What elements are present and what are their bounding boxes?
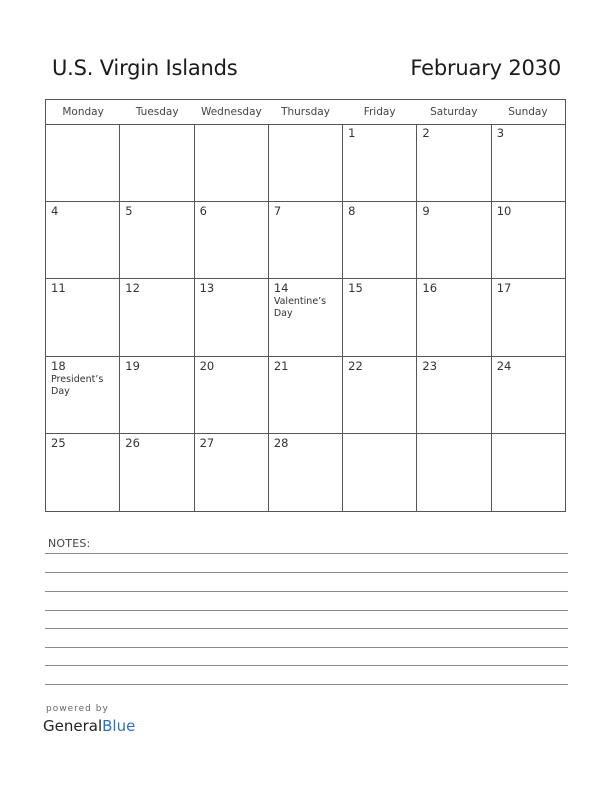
day-number: 14 — [273, 281, 289, 296]
day-number: 8 — [348, 203, 356, 218]
day-cell — [492, 202, 565, 279]
note-line — [45, 591, 568, 592]
day-cell — [417, 202, 491, 279]
note-line — [45, 647, 568, 648]
day-cell — [269, 357, 343, 434]
day-number: 24 — [496, 358, 512, 373]
day-cell — [492, 124, 565, 201]
day-number: 10 — [496, 203, 512, 218]
day-number: 23 — [422, 358, 438, 373]
day-cell — [46, 357, 120, 434]
note-line — [45, 553, 568, 554]
weekday-header-tuesday: Tuesday — [135, 106, 179, 118]
day-number: 15 — [348, 281, 363, 296]
day-number: 18 — [51, 358, 66, 373]
calendar-weeks — [46, 124, 565, 511]
notes-label: NOTES: — [48, 537, 91, 550]
day-cell — [195, 357, 269, 434]
week-row — [46, 124, 565, 202]
calendar-grid — [45, 99, 566, 512]
day-cell — [195, 124, 269, 201]
day-cell — [492, 434, 565, 512]
day-cell — [343, 357, 417, 434]
note-line — [45, 572, 568, 573]
day-cell — [492, 279, 565, 356]
weekday-header-thursday: Thursday — [281, 106, 330, 118]
note-line — [45, 684, 568, 685]
day-number: 11 — [51, 281, 66, 296]
day-cell — [195, 279, 269, 356]
day-cell — [269, 279, 343, 356]
weekday-header-friday: Friday — [363, 106, 396, 118]
day-number: 25 — [51, 436, 66, 451]
weekday-header-sunday: Sunday — [508, 106, 548, 118]
weekday-header-row — [46, 100, 565, 125]
day-cell — [417, 434, 491, 512]
week-row — [46, 202, 565, 280]
week-row — [46, 357, 565, 435]
calendar-country-title: U.S. Virgin Islands — [52, 56, 238, 80]
day-cell — [46, 124, 120, 201]
day-cell — [120, 202, 194, 279]
day-number: 12 — [125, 281, 140, 296]
weekday-header-saturday: Saturday — [430, 106, 478, 118]
day-cell — [269, 434, 343, 512]
day-number: 17 — [496, 281, 512, 296]
day-cell — [269, 202, 343, 279]
day-number: 6 — [199, 203, 207, 218]
day-cell — [343, 434, 417, 512]
week-row — [46, 434, 565, 512]
day-number: 9 — [422, 203, 430, 218]
note-line — [45, 628, 568, 629]
day-cell — [417, 279, 491, 356]
generalblue-logo — [43, 717, 135, 735]
note-line — [45, 665, 568, 666]
day-cell — [46, 279, 120, 356]
day-number: 27 — [199, 436, 215, 451]
calendar-month-title: February 2030 — [410, 56, 561, 80]
weekday-header-monday: Monday — [62, 106, 104, 118]
holiday-label: President’s Day — [51, 373, 104, 397]
brand-blue-text: Blue — [102, 717, 136, 735]
day-number: 7 — [273, 203, 282, 218]
day-number: 21 — [273, 358, 289, 373]
holiday-label: Valentine’s Day — [273, 296, 327, 320]
day-cell — [195, 434, 269, 512]
day-cell — [343, 279, 417, 356]
day-number: 16 — [422, 281, 438, 296]
day-cell — [120, 434, 194, 512]
day-number: 26 — [125, 436, 140, 451]
day-cell — [46, 434, 120, 512]
day-cell — [269, 124, 343, 201]
week-row — [46, 279, 565, 357]
day-cell — [120, 357, 194, 434]
note-line — [45, 610, 568, 611]
day-number: 20 — [199, 358, 215, 373]
powered-by-text: powered by — [46, 704, 109, 714]
day-cell — [195, 202, 269, 279]
weekday-header-wednesday: Wednesday — [200, 106, 262, 118]
day-number: 28 — [273, 436, 289, 451]
day-number: 22 — [348, 358, 363, 373]
day-number: 13 — [199, 281, 215, 296]
day-cell — [417, 357, 491, 434]
day-number: 19 — [125, 358, 140, 373]
day-number: 4 — [51, 203, 59, 218]
day-number: 1 — [348, 126, 356, 140]
brand-general-text: General — [43, 717, 103, 735]
day-cell — [46, 202, 120, 279]
day-cell — [343, 202, 417, 279]
day-number: 3 — [496, 126, 505, 140]
day-number: 2 — [422, 126, 430, 140]
day-cell — [343, 124, 417, 201]
day-cell — [492, 357, 565, 434]
day-cell — [120, 279, 194, 356]
day-number: 5 — [125, 203, 133, 218]
day-cell — [120, 124, 194, 201]
day-cell — [417, 124, 491, 201]
